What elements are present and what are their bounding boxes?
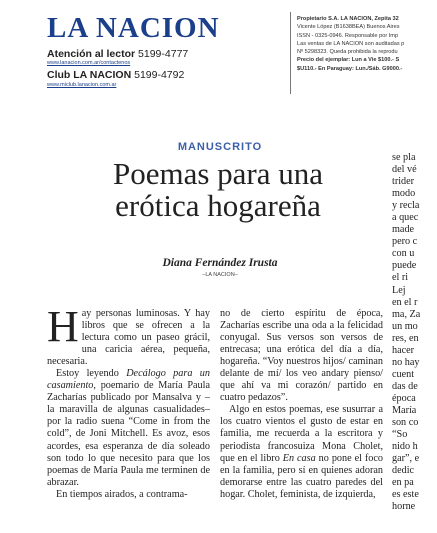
column-3-line: son co <box>392 417 419 429</box>
column-3-line: trider <box>392 176 415 188</box>
legal-line: Nº 5298323. Queda prohibida la reprodu <box>297 49 398 56</box>
column-3-line: el ri <box>392 272 409 284</box>
legal-notice <box>297 15 437 73</box>
article-source: –LA NACION– <box>202 272 238 278</box>
reader-service-label: Atención al lector <box>47 48 136 60</box>
section-label: MANUSCRITO <box>177 141 263 153</box>
reader-service-line <box>47 48 188 60</box>
column-3-line: das de <box>392 380 418 392</box>
club-link[interactable]: www.miclub.lanacion.com.ar <box>47 82 117 88</box>
column-3-line: nido h <box>392 441 418 453</box>
column-3-line: Lej <box>392 284 406 296</box>
paragraph: En tiempos airados, a contrama- <box>56 488 188 500</box>
paragraph: Hay personas luminosas. Y hay libros que se ofrecen a la lectura como un paseo grácil, una caricia aérea, pequeña, necesaria. <box>47 302 210 368</box>
book-title: Decálogo para un casamiento <box>47 368 210 392</box>
column-3-line: hacer <box>392 344 415 356</box>
column-3-line: horne <box>392 501 416 513</box>
column-3-line: pero c <box>392 236 418 248</box>
column-3-line: made <box>392 224 415 236</box>
column-3-line: dedic <box>392 465 415 477</box>
column-3-line: del vé <box>392 164 417 176</box>
column-3-line: a quec <box>392 212 419 224</box>
legal-line: $U110.- En Paraguay: Lun./Sáb. G9000.- <box>297 65 403 72</box>
paragraph: no de cierto espíritu de época, Zacharías escribe una oda a la felicidad conyugal. Sus versos son versos de entrecasa; una erótica del día a día, hogareña. “Voy nuestros hijos/ caminan delante de mí/ los veo andary pienso/ que ahí va mi corazón/ partido en cuatro pedazos”. <box>220 308 383 404</box>
article-column-2 <box>220 308 383 501</box>
headline-line-2: erótica hogareña <box>115 188 321 223</box>
article-column-3-cropped <box>392 152 437 513</box>
column-3-line: con u <box>392 248 415 260</box>
club-line <box>47 69 184 81</box>
column-3-line: y recla <box>392 200 420 212</box>
column-3-line: se pla <box>392 152 416 163</box>
paragraph: Algo en estos poemas, ese susurrar a los cuatro vientos el gusto de estar en familia, me recuerda a la escritora y periodista francosuiza Mona Cholet, que en el libro En casa no pone el foco en la familia, pero sí en quienes adoran demorarse entre las cuatro paredes del hogar. Cholet, feminista, de izquierda, <box>220 404 383 500</box>
newspaper-logo: LA NACION <box>47 12 220 44</box>
column-3-line: modo <box>392 188 416 200</box>
article-headline <box>68 158 368 222</box>
column-3-line: “So <box>392 429 408 441</box>
reader-service-phone: 5199-4777 <box>138 48 189 60</box>
club-phone: 5199-4792 <box>134 69 185 81</box>
club-label: Club LA NACION <box>47 69 132 81</box>
legal-line: Precio del ejemplar: Lun a Vie $100.- S <box>297 57 400 64</box>
paragraph: Estoy leyendo Decálogo para un casamiento, poemario de María Paula Zacharías publicado por Mansalva y –la maravilla de algunas casualidades– por la radio suena “Come in from the cold”, de Joni Mitchell. Es avoz, esos acordes, esa esperanza de día soleado son todo lo que necesito para que los poemas de María Paula me terminen de abrazar. <box>47 368 210 488</box>
reader-service-link[interactable]: www.lanacion.com.ar/contactenos <box>47 60 131 66</box>
column-3-line: María <box>392 404 417 416</box>
column-3-line: en pa <box>392 477 414 489</box>
column-3-line: es este <box>392 489 419 501</box>
column-3-line: ma, Za <box>392 308 421 320</box>
article-column-1 <box>47 302 210 501</box>
column-3-line: res, en <box>392 332 419 344</box>
drop-cap: H <box>47 302 79 351</box>
masthead-divider <box>290 12 291 94</box>
column-3-line: cuent <box>392 368 415 380</box>
legal-line: Las ventas de LA NACION son auditadas p <box>297 40 405 47</box>
legal-line: Vicente López (B1638BEA) Buenos Aires <box>297 24 400 31</box>
column-3-line: puede <box>392 260 417 272</box>
column-3-line: época <box>392 392 416 404</box>
column-3-line: en el r <box>392 296 418 308</box>
column-3-line: un mo <box>392 320 418 332</box>
column-3-line: gar”, e <box>392 453 420 465</box>
article-author: Diana Fernández Irusta <box>162 257 278 269</box>
column-3-line: no hay <box>392 356 420 368</box>
legal-line: Propietario S.A. LA NACION, Zepita 32 <box>297 16 399 22</box>
book-title: En casa <box>282 452 316 464</box>
legal-line: ISSN - 0325-0946. Responsable por Imp <box>297 32 399 39</box>
headline-line-1: Poemas para una <box>112 156 324 191</box>
